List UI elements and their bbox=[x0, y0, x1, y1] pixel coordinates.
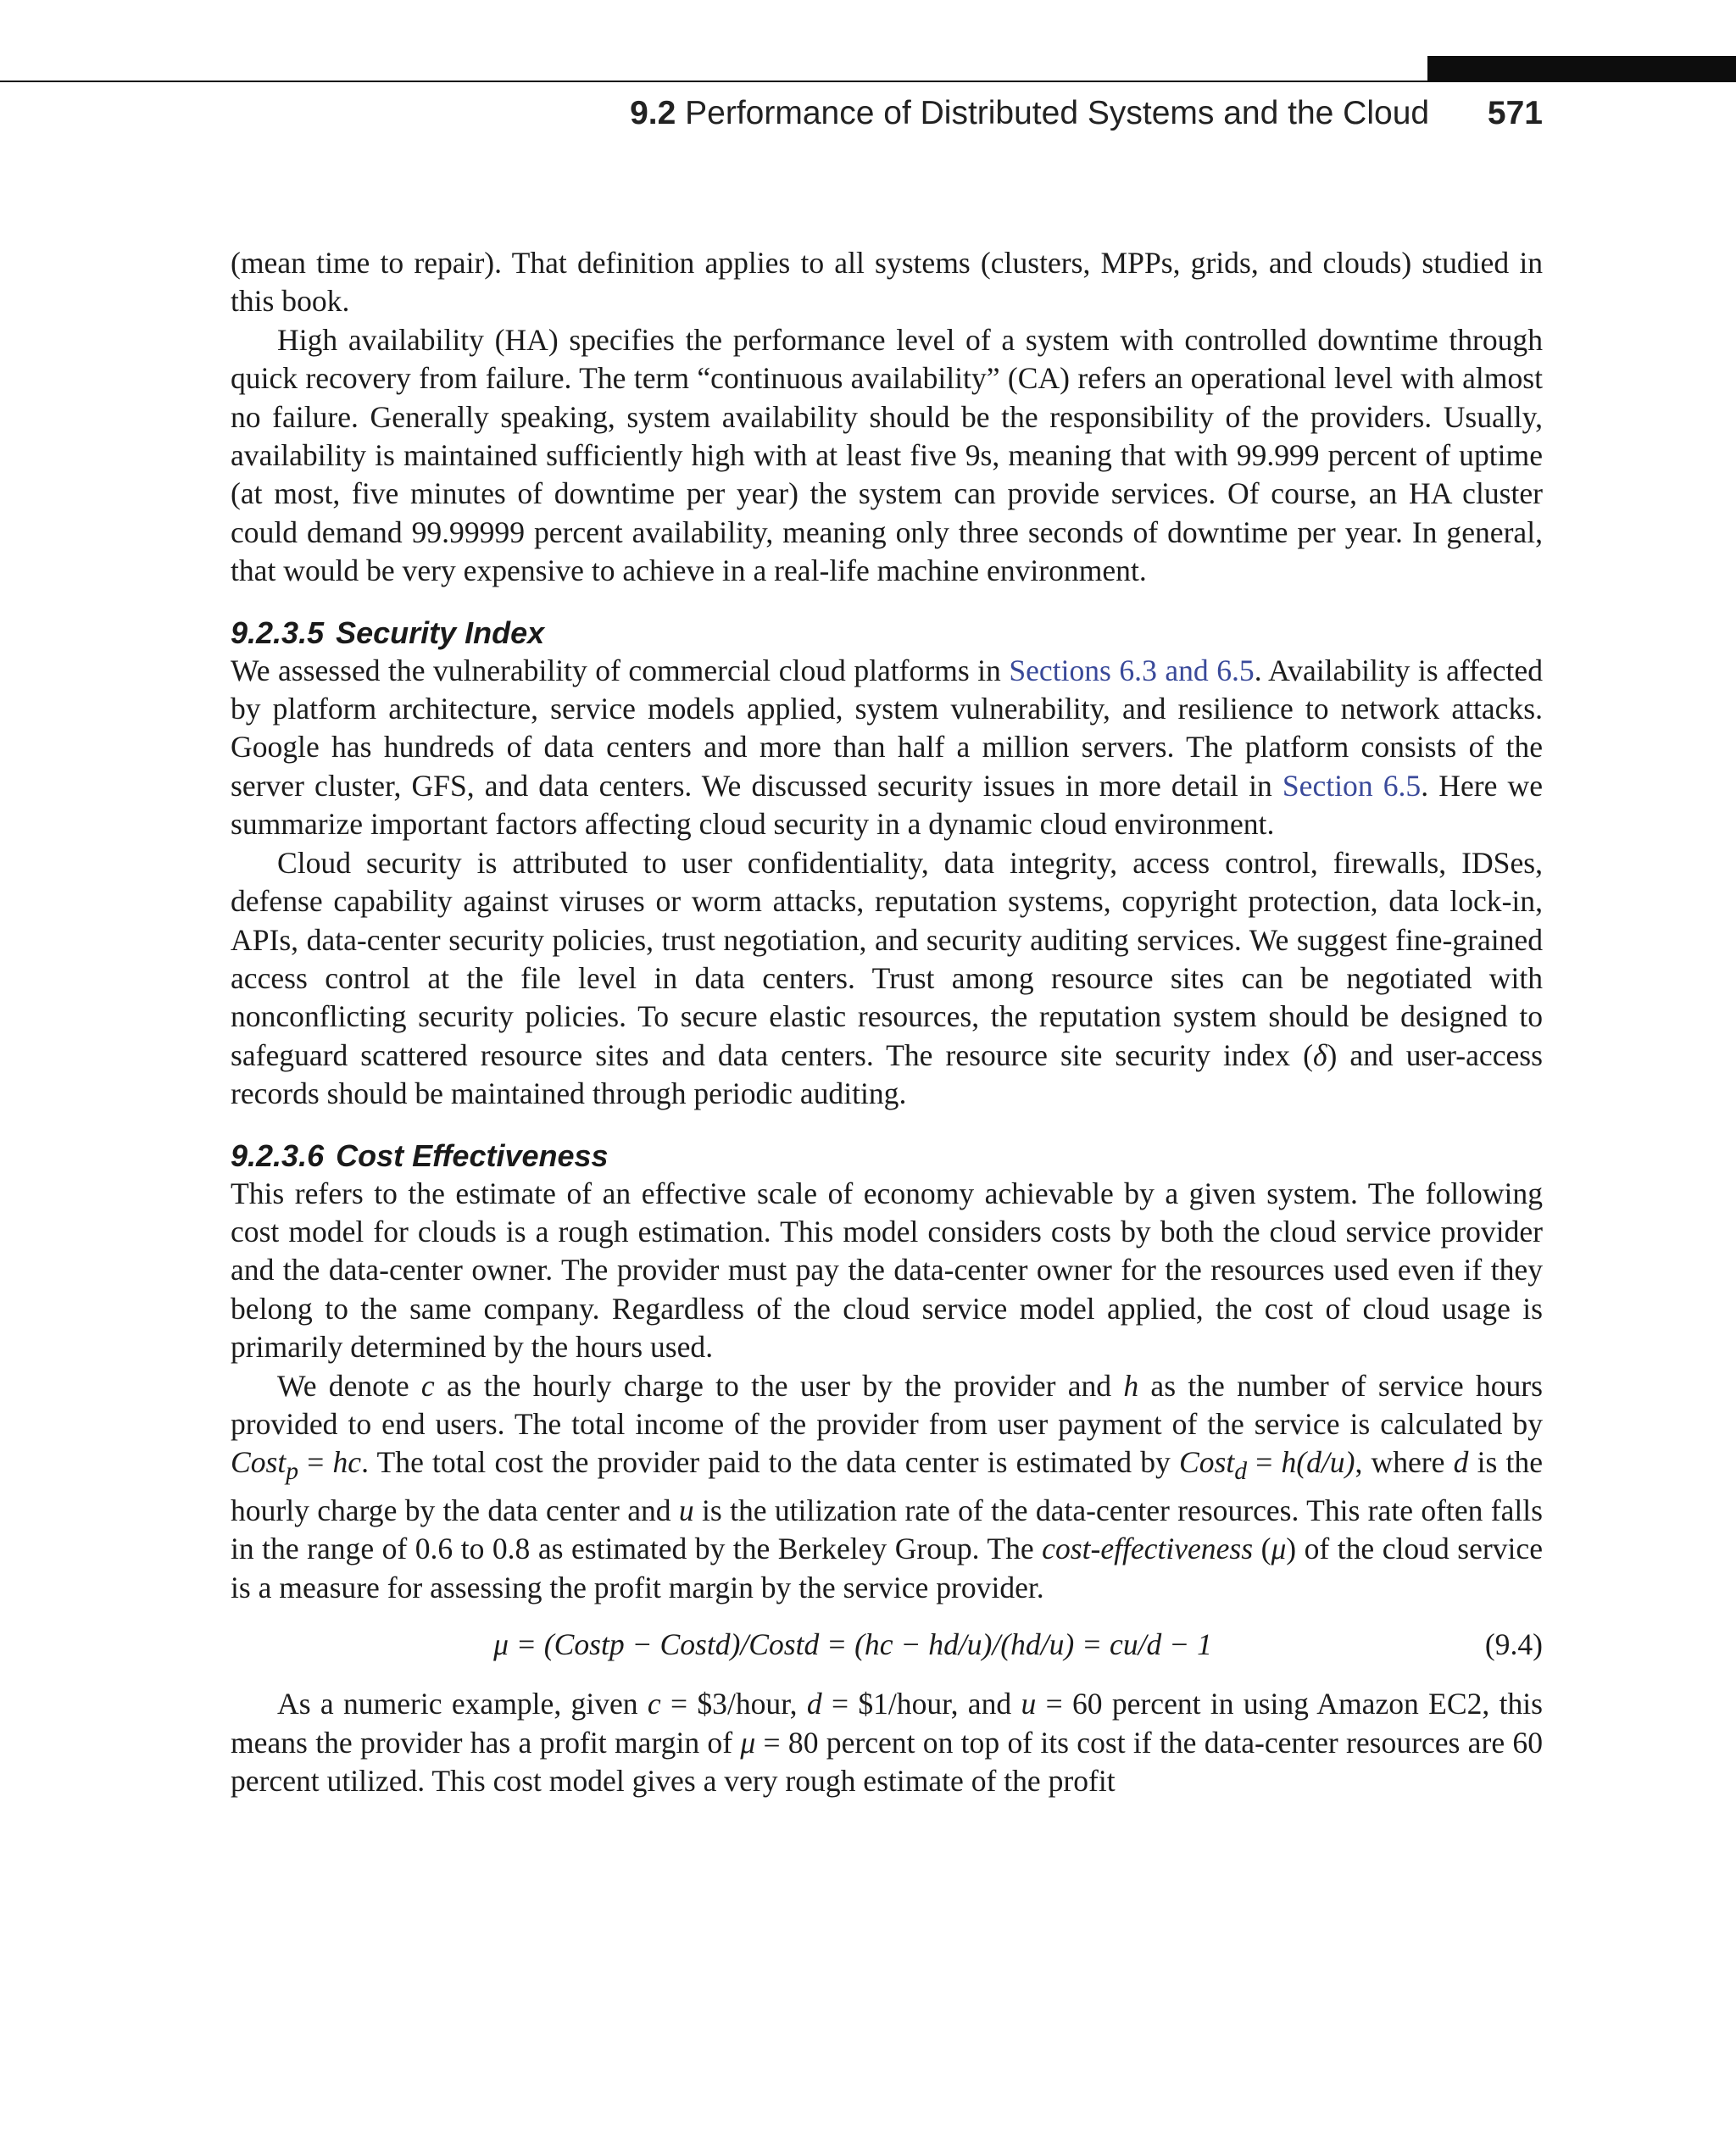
header-section-number: 9.2 bbox=[630, 95, 676, 131]
page-body bbox=[231, 244, 1543, 1800]
text: , where bbox=[1355, 1445, 1454, 1480]
paragraph-cost-intro: This refers to the estimate of an effective scale of economy achievable by a given system. The following cost model for clouds is a rough estimation. This model considers costs by both the cloud service provider and the data-center owner. The provider must pay the data-center owner for the resources used even if they belong to the same company. Regardless of the cloud service model applied, the cost of cloud usage is primarily determined by the hours used. bbox=[231, 1176, 1543, 1365]
equation-formula: μ = (Costp − Costd)/Costd = (hc − hd/u)/(hd/u) = cu/d − 1 bbox=[493, 1627, 1212, 1662]
equation-number: (9.4) bbox=[1484, 1627, 1543, 1662]
var-hdu: h(d/u) bbox=[1281, 1445, 1355, 1480]
var-cost-d: Cost bbox=[1178, 1445, 1235, 1480]
text: = 60 percent in using Amazon EC2, this means the provider has a profit margin of bbox=[231, 1687, 1543, 1760]
subscript-p: p bbox=[286, 1458, 299, 1486]
symbol-mu: μ bbox=[740, 1725, 756, 1760]
var-u: u bbox=[678, 1493, 694, 1527]
page-number: 571 bbox=[1487, 95, 1543, 131]
text: ( bbox=[1253, 1532, 1271, 1566]
var-c: c bbox=[647, 1687, 661, 1721]
heading-security-index-title: Security Index bbox=[336, 614, 545, 650]
text: We assessed the vulnerability of commercial cloud platforms in bbox=[231, 653, 1010, 687]
text: = $3/hour, bbox=[660, 1687, 807, 1721]
header-tab-bar bbox=[1427, 56, 1736, 82]
text: . Here we summarize important factors affecting cloud security in a dynamic cloud environment. bbox=[231, 768, 1543, 842]
symbol-mu: μ bbox=[1271, 1532, 1287, 1566]
text: as the hourly charge to the user by the provider and bbox=[434, 1368, 1124, 1403]
text: As a numeric example, given bbox=[277, 1687, 648, 1721]
paragraph-continuation: (mean time to repair). That definition applies to all systems (clusters, MPPs, grids, and clouds) studied in this book. bbox=[231, 246, 1543, 319]
var-cost-p: Cost bbox=[231, 1445, 287, 1480]
text: . The total cost the provider paid to the data center is estimated by bbox=[361, 1445, 1179, 1480]
var-d: d bbox=[1453, 1445, 1469, 1480]
link-section-6-5[interactable]: Section 6.5 bbox=[1282, 768, 1422, 803]
heading-cost-effectiveness-number: 9.2.3.6 bbox=[231, 1137, 325, 1173]
text: = 80 percent on top of its cost if the data-center resources are 60 percent utilized. This cost model gives a very rough estimate of the profit bbox=[231, 1725, 1544, 1798]
equation-9-4 bbox=[231, 1626, 1543, 1665]
heading-security-index-number: 9.2.3.5 bbox=[231, 614, 325, 650]
heading-cost-effectiveness-title: Cost Effectiveness bbox=[336, 1137, 609, 1173]
text: is the utilization rate of the data-center resources. This rate often falls in the range of 0.6 to 0.8 as estimated by the Berkeley Group. The bbox=[231, 1493, 1544, 1566]
var-hc: hc bbox=[332, 1445, 362, 1480]
paragraph-cost-model bbox=[231, 1367, 1543, 1608]
text: . Availability is affected by platform architecture, service models applied, system vulnerability, and resilience to network attacks. Google has hundreds of data centers and more than half a million servers. The platform consists of the server cluster, GFS, and data centers. We discussed security issues in more detail in bbox=[231, 653, 1544, 803]
paragraph-numeric-example bbox=[231, 1685, 1543, 1800]
term-cost-effectiveness: cost-effectiveness bbox=[1042, 1532, 1254, 1566]
var-h: h bbox=[1123, 1368, 1139, 1403]
text: = bbox=[298, 1445, 333, 1480]
link-sections-6-3-6-5[interactable]: Sections 6.3 and 6.5 bbox=[1009, 653, 1255, 687]
text: = $1/hour, and bbox=[821, 1687, 1021, 1721]
paragraph-security-assessment bbox=[231, 652, 1543, 844]
heading-cost-effectiveness bbox=[231, 1137, 1543, 1175]
heading-security-index bbox=[231, 614, 1543, 652]
text: is the hourly charge by the data center and bbox=[231, 1445, 1543, 1527]
text: Cloud security is attributed to user confidentiality, data integrity, access control, firewalls, IDSes, defense capability against viruses or worm attacks, reputation systems, copyright protection, data lock-in, APIs, data-center security policies, trust negotiation, and security auditing services. We suggest fine-grained access control at the file level in data centers. Trust among resource sites can be negotiated with nonconflicting security policies. To secure elastic resources, the reputation system should be designed to safeguard scattered resource sites and data centers. The resource site security index ( bbox=[231, 845, 1543, 1072]
text: = bbox=[1247, 1445, 1282, 1480]
var-u: u bbox=[1021, 1687, 1037, 1721]
text: as the number of service hours provided to end users. The total income of the provider from user payment of the service is calculated by bbox=[231, 1368, 1543, 1441]
text: ) of the cloud service is a measure for assessing the profit margin by the service provider. bbox=[231, 1532, 1543, 1604]
text: ) and user-access records should be maintained through periodic auditing. bbox=[231, 1037, 1543, 1111]
var-c: c bbox=[420, 1368, 435, 1403]
paragraph-cloud-security bbox=[231, 844, 1543, 1114]
var-d: d bbox=[806, 1687, 822, 1721]
header-section-title: Performance of Distributed Systems and the Cloud bbox=[685, 95, 1430, 131]
subscript-d: d bbox=[1234, 1458, 1248, 1486]
text: We denote bbox=[277, 1368, 421, 1403]
running-header bbox=[509, 95, 1543, 132]
symbol-delta: δ bbox=[1312, 1037, 1327, 1072]
paragraph-high-availability: High availability (HA) specifies the performance level of a system with controlled downtime through quick recovery from failure. The term “continuous availability” (CA) refers an operational level with almost no failure. Generally speaking, system availability should be the responsibility of the providers. Usually, availability is maintained sufficiently high with at least five 9s, meaning that with 99.999 percent of uptime (at most, five minutes of downtime per year) the system can provide services. Of course, an HA cluster could demand 99.99999 percent availability, meaning only three seconds of downtime per year. In general, that would be very expensive to achieve in a real-life machine environment. bbox=[231, 322, 1543, 588]
